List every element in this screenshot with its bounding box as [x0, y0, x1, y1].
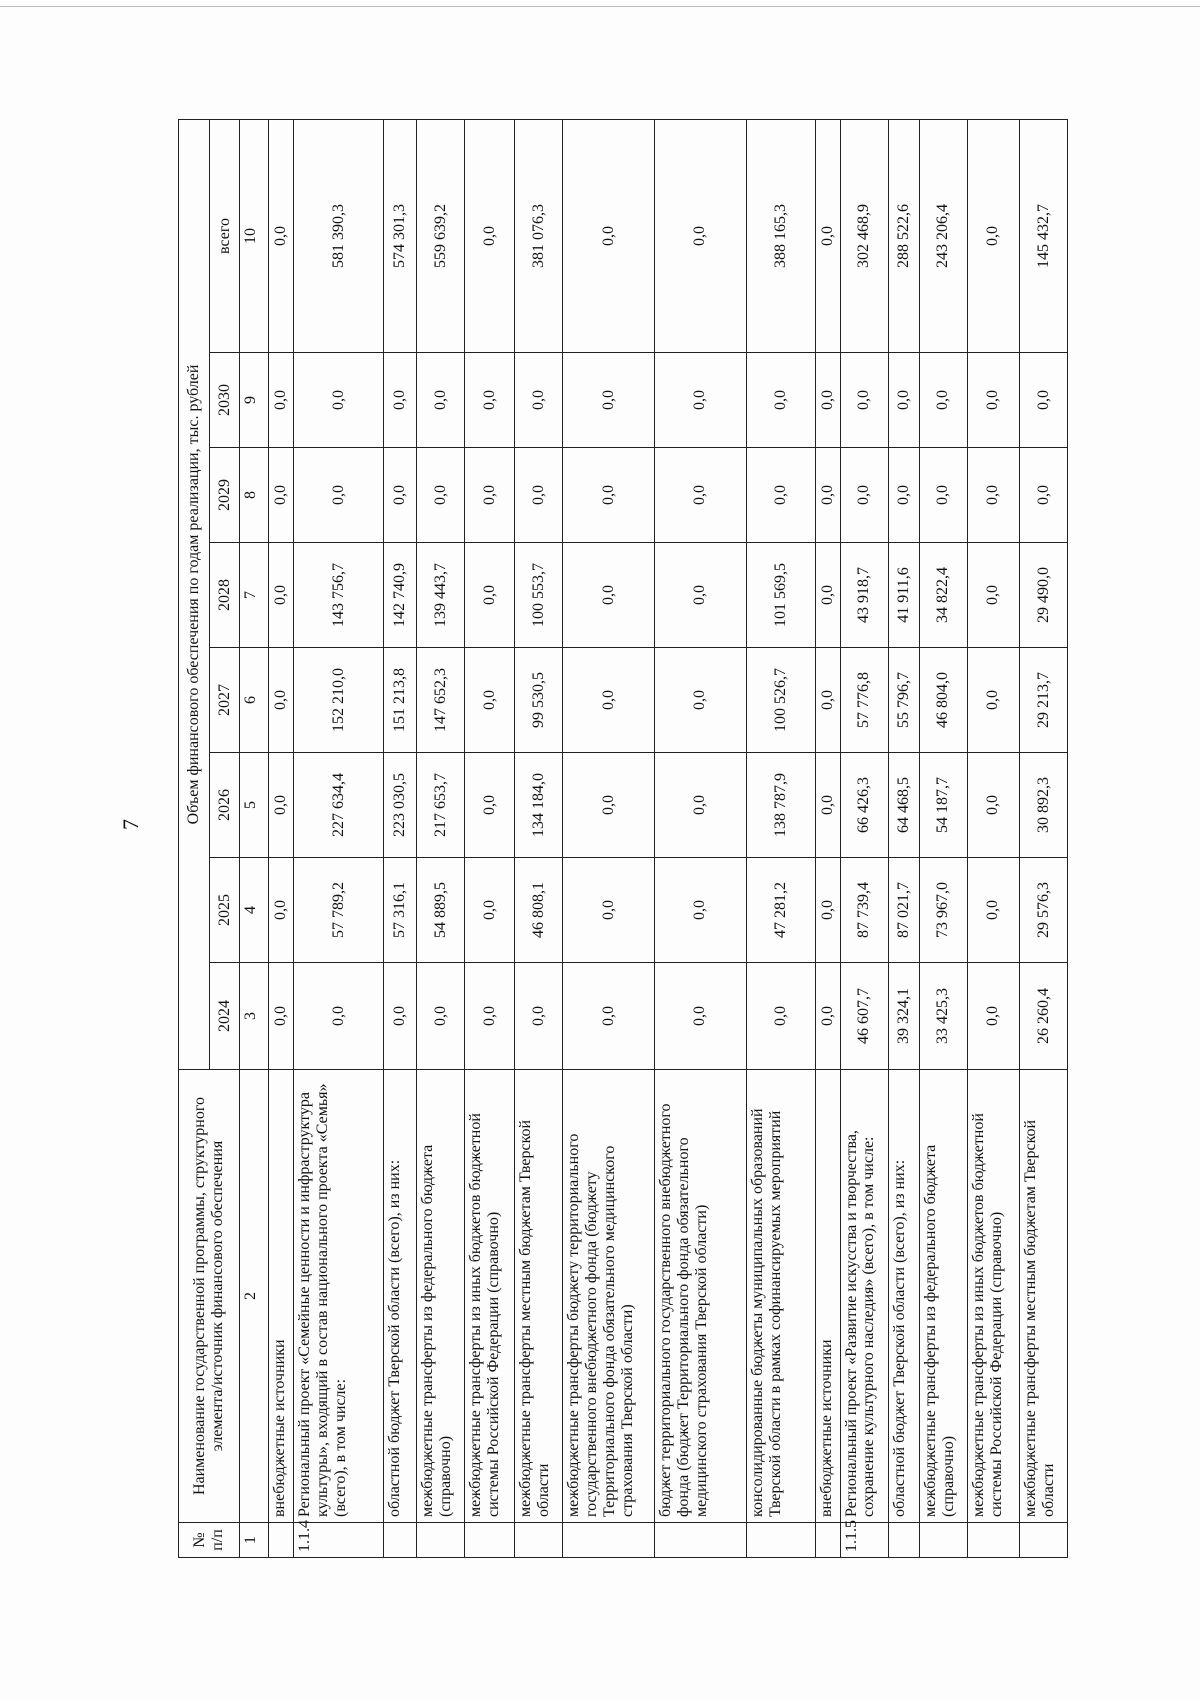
value-cell: 0,0 — [269, 648, 294, 753]
value-cell: 243 206,4 — [919, 119, 967, 352]
table-row — [269, 119, 294, 1557]
value-cell: 145 432,7 — [1019, 119, 1067, 352]
row-name: межбюджетные трансферты из федерального бюджета (справочно) — [919, 1070, 967, 1523]
value-cell: 30 892,3 — [1019, 753, 1067, 858]
column-index: 4 — [240, 858, 269, 963]
row-name: межбюджетные трансферты из иных бюджетов бюджетной системы Российской Федерации (справочно) — [967, 1070, 1019, 1523]
value-cell: 0,0 — [563, 353, 655, 448]
page-number: 7 — [118, 819, 143, 830]
value-cell: 559 639,2 — [417, 119, 465, 352]
value-cell: 0,0 — [269, 448, 294, 543]
value-cell: 73 967,0 — [919, 858, 967, 963]
row-name: межбюджетные трансферты местным бюджетам Тверской области — [515, 1070, 563, 1523]
value-cell: 57 316,1 — [383, 858, 416, 963]
table-row — [383, 119, 416, 1557]
value-cell: 0,0 — [269, 543, 294, 648]
header-year-2030: 2030 — [210, 353, 240, 448]
value-cell: 0,0 — [654, 448, 746, 543]
value-cell: 0,0 — [465, 963, 515, 1070]
value-cell: 100 526,7 — [746, 648, 815, 753]
value-cell: 39 324,1 — [888, 963, 919, 1070]
header-year-2029: 2029 — [210, 448, 240, 543]
value-cell: 0,0 — [465, 858, 515, 963]
value-cell: 0,0 — [815, 543, 840, 648]
table-row — [746, 119, 815, 1557]
value-cell: 227 634,4 — [294, 753, 384, 858]
value-cell: 151 213,8 — [383, 648, 416, 753]
table-row — [654, 119, 746, 1557]
value-cell: 0,0 — [815, 963, 840, 1070]
row-number — [919, 1523, 967, 1558]
value-cell: 0,0 — [269, 753, 294, 858]
header-year-2025: 2025 — [210, 858, 240, 963]
value-cell: 0,0 — [746, 963, 815, 1070]
table-row — [888, 119, 919, 1557]
value-cell: 33 425,3 — [919, 963, 967, 1070]
value-cell: 0,0 — [815, 448, 840, 543]
value-cell: 66 426,3 — [840, 753, 888, 858]
value-cell: 0,0 — [654, 753, 746, 858]
value-cell: 0,0 — [563, 753, 655, 858]
table-row — [465, 119, 515, 1557]
row-number — [563, 1523, 655, 1558]
value-cell: 0,0 — [294, 448, 384, 543]
value-cell: 0,0 — [563, 648, 655, 753]
value-cell: 0,0 — [888, 448, 919, 543]
value-cell: 0,0 — [1019, 353, 1067, 448]
value-cell: 99 530,5 — [515, 648, 563, 753]
value-cell: 46 607,7 — [840, 963, 888, 1070]
value-cell: 0,0 — [417, 353, 465, 448]
value-cell: 134 184,0 — [515, 753, 563, 858]
value-cell: 388 165,3 — [746, 119, 815, 352]
value-cell: 288 522,6 — [888, 119, 919, 352]
value-cell: 0,0 — [269, 858, 294, 963]
table-row — [919, 119, 967, 1557]
value-cell: 138 787,9 — [746, 753, 815, 858]
row-name: внебюджетные источники — [269, 1070, 294, 1523]
row-number — [515, 1523, 563, 1558]
value-cell: 87 021,7 — [888, 858, 919, 963]
column-index: 7 — [240, 543, 269, 648]
column-index: 2 — [240, 1070, 269, 1523]
header-year-2026: 2026 — [210, 753, 240, 858]
row-name: внебюджетные источники — [815, 1070, 840, 1523]
value-cell: 0,0 — [269, 353, 294, 448]
row-number — [269, 1523, 294, 1558]
value-cell: 581 390,3 — [294, 119, 384, 352]
value-cell: 55 796,7 — [888, 648, 919, 753]
row-number — [417, 1523, 465, 1558]
row-number — [383, 1523, 416, 1558]
value-cell: 47 281,2 — [746, 858, 815, 963]
value-cell: 0,0 — [383, 448, 416, 543]
table-row — [563, 119, 655, 1557]
header-financing-group: Объем финансового обеспечения по годам реализации, тыс. рублей — [179, 119, 210, 1069]
table-row — [515, 119, 563, 1557]
value-cell: 0,0 — [563, 858, 655, 963]
header-year-2024: 2024 — [210, 963, 240, 1070]
value-cell: 0,0 — [888, 353, 919, 448]
row-name: межбюджетные трансферты из федерального бюджета (справочно) — [417, 1070, 465, 1523]
value-cell: 0,0 — [654, 858, 746, 963]
value-cell: 41 911,6 — [888, 543, 919, 648]
table-row — [967, 119, 1019, 1557]
value-cell: 0,0 — [815, 648, 840, 753]
row-number — [746, 1523, 815, 1558]
financing-table — [178, 119, 1068, 1558]
row-number: 1.1.4 — [294, 1523, 384, 1558]
value-cell: 0,0 — [465, 119, 515, 352]
value-cell: 0,0 — [563, 119, 655, 352]
value-cell: 0,0 — [654, 119, 746, 352]
value-cell: 0,0 — [465, 648, 515, 753]
column-index: 3 — [240, 963, 269, 1070]
table-row — [294, 119, 384, 1557]
column-index: 1 — [240, 1523, 269, 1558]
value-cell: 143 756,7 — [294, 543, 384, 648]
value-cell: 0,0 — [746, 448, 815, 543]
value-cell: 26 260,4 — [1019, 963, 1067, 1070]
table-row — [417, 119, 465, 1557]
row-name: областной бюджет Тверской области (всего), из них: — [888, 1070, 919, 1523]
value-cell: 54 187,7 — [919, 753, 967, 858]
value-cell: 0,0 — [815, 753, 840, 858]
value-cell: 0,0 — [967, 448, 1019, 543]
value-cell: 142 740,9 — [383, 543, 416, 648]
value-cell: 29 213,7 — [1019, 648, 1067, 753]
row-number — [654, 1523, 746, 1558]
value-cell: 0,0 — [294, 353, 384, 448]
value-cell: 29 576,3 — [1019, 858, 1067, 963]
row-name: межбюджетные трансферты из иных бюджетов бюджетной системы Российской Федерации (справочно) — [465, 1070, 515, 1523]
value-cell: 0,0 — [417, 448, 465, 543]
row-name: межбюджетные трансферты местным бюджетам Тверской области — [1019, 1070, 1067, 1523]
value-cell: 0,0 — [515, 963, 563, 1070]
row-number — [888, 1523, 919, 1558]
value-cell: 0,0 — [515, 353, 563, 448]
row-number — [465, 1523, 515, 1558]
value-cell: 0,0 — [967, 963, 1019, 1070]
value-cell: 0,0 — [269, 119, 294, 352]
value-cell: 46 808,1 — [515, 858, 563, 963]
header-year-2028: 2028 — [210, 543, 240, 648]
rotated-table-wrapper — [178, 120, 1068, 1558]
value-cell: 57 789,2 — [294, 858, 384, 963]
row-name: Региональный проект «Семейные ценности и инфраструктура культуры», входящий в состав национального проекта «Семья» (всего), в том числе: — [294, 1070, 384, 1523]
column-index-row — [240, 119, 269, 1557]
value-cell: 0,0 — [383, 963, 416, 1070]
value-cell: 0,0 — [815, 858, 840, 963]
row-name: консолидированные бюджеты муниципальных образований Тверской области в рамках софинансируемых мероприятий — [746, 1070, 815, 1523]
value-cell: 34 822,4 — [919, 543, 967, 648]
value-cell: 223 030,5 — [383, 753, 416, 858]
column-index: 9 — [240, 353, 269, 448]
value-cell: 217 653,7 — [417, 753, 465, 858]
table-row — [840, 119, 888, 1557]
value-cell: 0,0 — [967, 353, 1019, 448]
value-cell: 0,0 — [840, 448, 888, 543]
value-cell: 0,0 — [563, 448, 655, 543]
value-cell: 64 468,5 — [888, 753, 919, 858]
row-name: Региональный проект «Развитие искусства и творчества, сохранение культурного наследия» (всего), в том числе: — [840, 1070, 888, 1523]
value-cell: 0,0 — [465, 543, 515, 648]
value-cell: 101 569,5 — [746, 543, 815, 648]
table-body — [240, 119, 1068, 1557]
value-cell: 0,0 — [967, 543, 1019, 648]
header-number: № п/п — [179, 1523, 240, 1558]
value-cell: 0,0 — [383, 353, 416, 448]
value-cell: 0,0 — [269, 963, 294, 1070]
table-row — [815, 119, 840, 1557]
value-cell: 0,0 — [417, 963, 465, 1070]
row-number — [815, 1523, 840, 1558]
value-cell: 0,0 — [815, 119, 840, 352]
column-index: 10 — [240, 119, 269, 352]
value-cell: 0,0 — [967, 753, 1019, 858]
value-cell: 0,0 — [563, 963, 655, 1070]
header-name: Наименование государственной программы, структурного элемента/источник финансового обеспечения — [179, 1070, 240, 1523]
value-cell: 147 652,3 — [417, 648, 465, 753]
value-cell: 29 490,0 — [1019, 543, 1067, 648]
value-cell: 0,0 — [654, 543, 746, 648]
header-year-2027: 2027 — [210, 648, 240, 753]
row-name: областной бюджет Тверской области (всего), из них: — [383, 1070, 416, 1523]
value-cell: 0,0 — [294, 963, 384, 1070]
value-cell: 0,0 — [815, 353, 840, 448]
value-cell: 0,0 — [515, 448, 563, 543]
value-cell: 0,0 — [563, 543, 655, 648]
column-index: 5 — [240, 753, 269, 858]
value-cell: 574 301,3 — [383, 119, 416, 352]
value-cell: 0,0 — [967, 648, 1019, 753]
value-cell: 0,0 — [1019, 448, 1067, 543]
column-index: 8 — [240, 448, 269, 543]
value-cell: 0,0 — [654, 963, 746, 1070]
row-name: бюджет территориального государственного внебюджетного фонда (бюджет Территориального фонда обязательного медицинского страхования Тверской области) — [654, 1070, 746, 1523]
value-cell: 46 804,0 — [919, 648, 967, 753]
table-row — [1019, 119, 1067, 1557]
value-cell: 152 210,0 — [294, 648, 384, 753]
header-total: всего — [210, 119, 240, 352]
value-cell: 0,0 — [465, 353, 515, 448]
value-cell: 87 739,4 — [840, 858, 888, 963]
value-cell: 54 889,5 — [417, 858, 465, 963]
value-cell: 139 443,7 — [417, 543, 465, 648]
value-cell: 381 076,3 — [515, 119, 563, 352]
column-index: 6 — [240, 648, 269, 753]
row-number: 1.1.5 — [840, 1523, 888, 1558]
value-cell: 0,0 — [919, 448, 967, 543]
page-top-edge — [0, 6, 1200, 7]
row-name: межбюджетные трансферты бюджету территориального государственного внебюджетного фонда (бюджету Территориального фонда обязательного медицинского страхования Тверской области) — [563, 1070, 655, 1523]
value-cell: 57 776,8 — [840, 648, 888, 753]
row-number — [1019, 1523, 1067, 1558]
value-cell: 0,0 — [746, 353, 815, 448]
value-cell: 0,0 — [465, 448, 515, 543]
value-cell: 0,0 — [654, 648, 746, 753]
value-cell: 43 918,7 — [840, 543, 888, 648]
value-cell: 302 468,9 — [840, 119, 888, 352]
value-cell: 100 553,7 — [515, 543, 563, 648]
value-cell: 0,0 — [967, 858, 1019, 963]
value-cell: 0,0 — [654, 353, 746, 448]
row-number — [967, 1523, 1019, 1558]
value-cell: 0,0 — [840, 353, 888, 448]
value-cell: 0,0 — [919, 353, 967, 448]
value-cell: 0,0 — [967, 119, 1019, 352]
value-cell: 0,0 — [465, 753, 515, 858]
